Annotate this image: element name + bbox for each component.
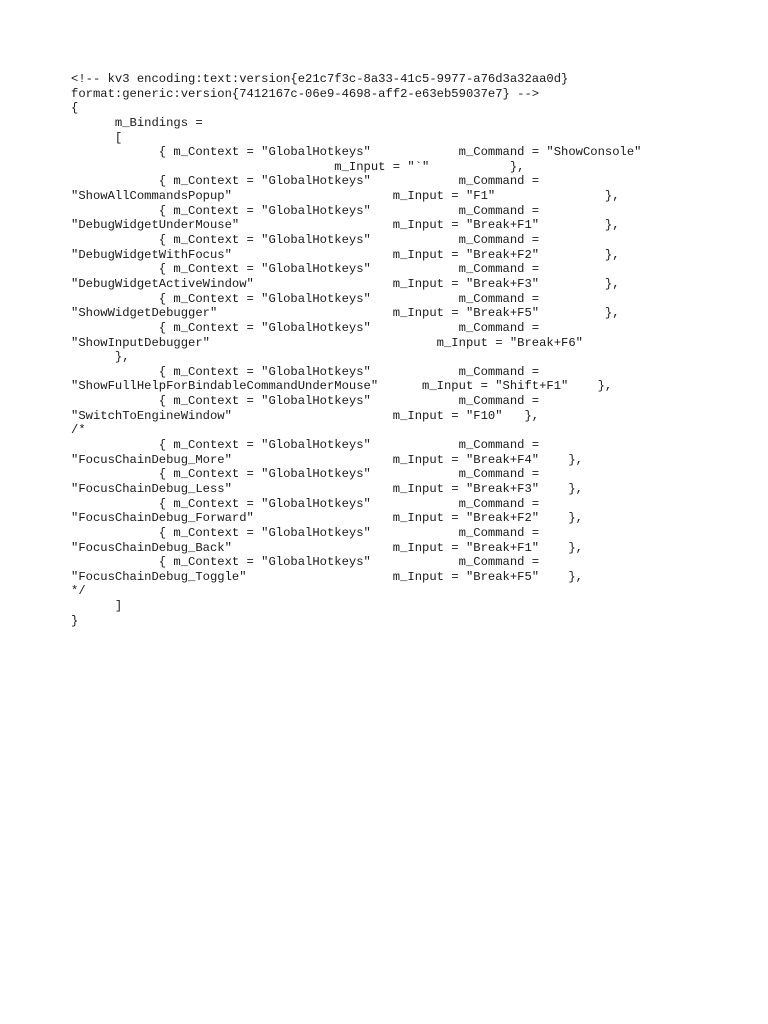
commented-binding-line: "FocusChainDebug_Less" m_Input = "Break+F3" },	[71, 481, 583, 496]
binding-line: { m_Context = "GlobalHotkeys" m_Command =	[71, 174, 540, 189]
commented-binding-line: "FocusChainDebug_Toggle" m_Input = "Break+F5" },	[71, 569, 583, 584]
binding-line: { m_Context = "GlobalHotkeys" m_Command =	[71, 364, 540, 379]
open-brace: {	[71, 101, 79, 116]
bindings-key: m_Bindings =	[71, 115, 203, 130]
binding-line: { m_Context = "GlobalHotkeys" m_Command =	[71, 233, 540, 248]
kv3-header-line-2: format:generic:version{7412167c-06e9-4698-aff2-e63eb59037e7} -->	[71, 86, 540, 101]
binding-line: "ShowFullHelpForBindableCommandUnderMouse" m_Input = "Shift+F1" },	[71, 379, 613, 394]
commented-binding-line: { m_Context = "GlobalHotkeys" m_Command =	[71, 467, 540, 482]
binding-line: "ShowAllCommandsPopup" m_Input = "F1" },	[71, 189, 620, 204]
commented-binding-line: "FocusChainDebug_Forward" m_Input = "Break+F2" },	[71, 511, 583, 526]
binding-line: "ShowWidgetDebugger" m_Input = "Break+F5" },	[71, 306, 620, 321]
binding-line: { m_Context = "GlobalHotkeys" m_Command =	[71, 320, 540, 335]
close-brace: }	[71, 613, 79, 628]
binding-line: "DebugWidgetActiveWindow" m_Input = "Break+F3" },	[71, 276, 620, 291]
commented-binding-line: "FocusChainDebug_Back" m_Input = "Break+F1" },	[71, 540, 583, 555]
kv3-header-line-1: <!-- kv3 encoding:text:version{e21c7f3c-8a33-41c5-9977-a76d3a32aa0d}	[71, 72, 569, 86]
comment-open: /*	[71, 423, 86, 438]
commented-binding-line: { m_Context = "GlobalHotkeys" m_Command =	[71, 496, 540, 511]
commented-binding-line: { m_Context = "GlobalHotkeys" m_Command =	[71, 525, 540, 540]
binding-line: m_Input = "`" },	[71, 159, 525, 174]
binding-line: { m_Context = "GlobalHotkeys" m_Command =	[71, 291, 540, 306]
close-bracket: ]	[71, 599, 123, 614]
binding-line: { m_Context = "GlobalHotkeys" m_Command =	[71, 394, 540, 409]
binding-line: { m_Context = "GlobalHotkeys" m_Command = "ShowConsole"	[71, 145, 642, 160]
open-bracket: [	[71, 130, 123, 145]
document-text	[71, 72, 641, 628]
binding-line: "DebugWidgetUnderMouse" m_Input = "Break+F1" },	[71, 218, 620, 233]
commented-binding-line: { m_Context = "GlobalHotkeys" m_Command =	[71, 438, 540, 453]
binding-line: { m_Context = "GlobalHotkeys" m_Command =	[71, 203, 540, 218]
binding-line: "SwitchToEngineWindow" m_Input = "F10" },	[71, 408, 540, 423]
binding-line: "ShowInputDebugger" m_Input = "Break+F6"	[71, 335, 583, 350]
commented-binding-line: "FocusChainDebug_More" m_Input = "Break+F4" },	[71, 452, 583, 467]
commented-binding-line: { m_Context = "GlobalHotkeys" m_Command =	[71, 555, 540, 570]
binding-line: "DebugWidgetWithFocus" m_Input = "Break+F2" },	[71, 247, 620, 262]
binding-line: },	[71, 350, 130, 365]
comment-close: */	[71, 584, 86, 599]
binding-line: { m_Context = "GlobalHotkeys" m_Command =	[71, 262, 540, 277]
